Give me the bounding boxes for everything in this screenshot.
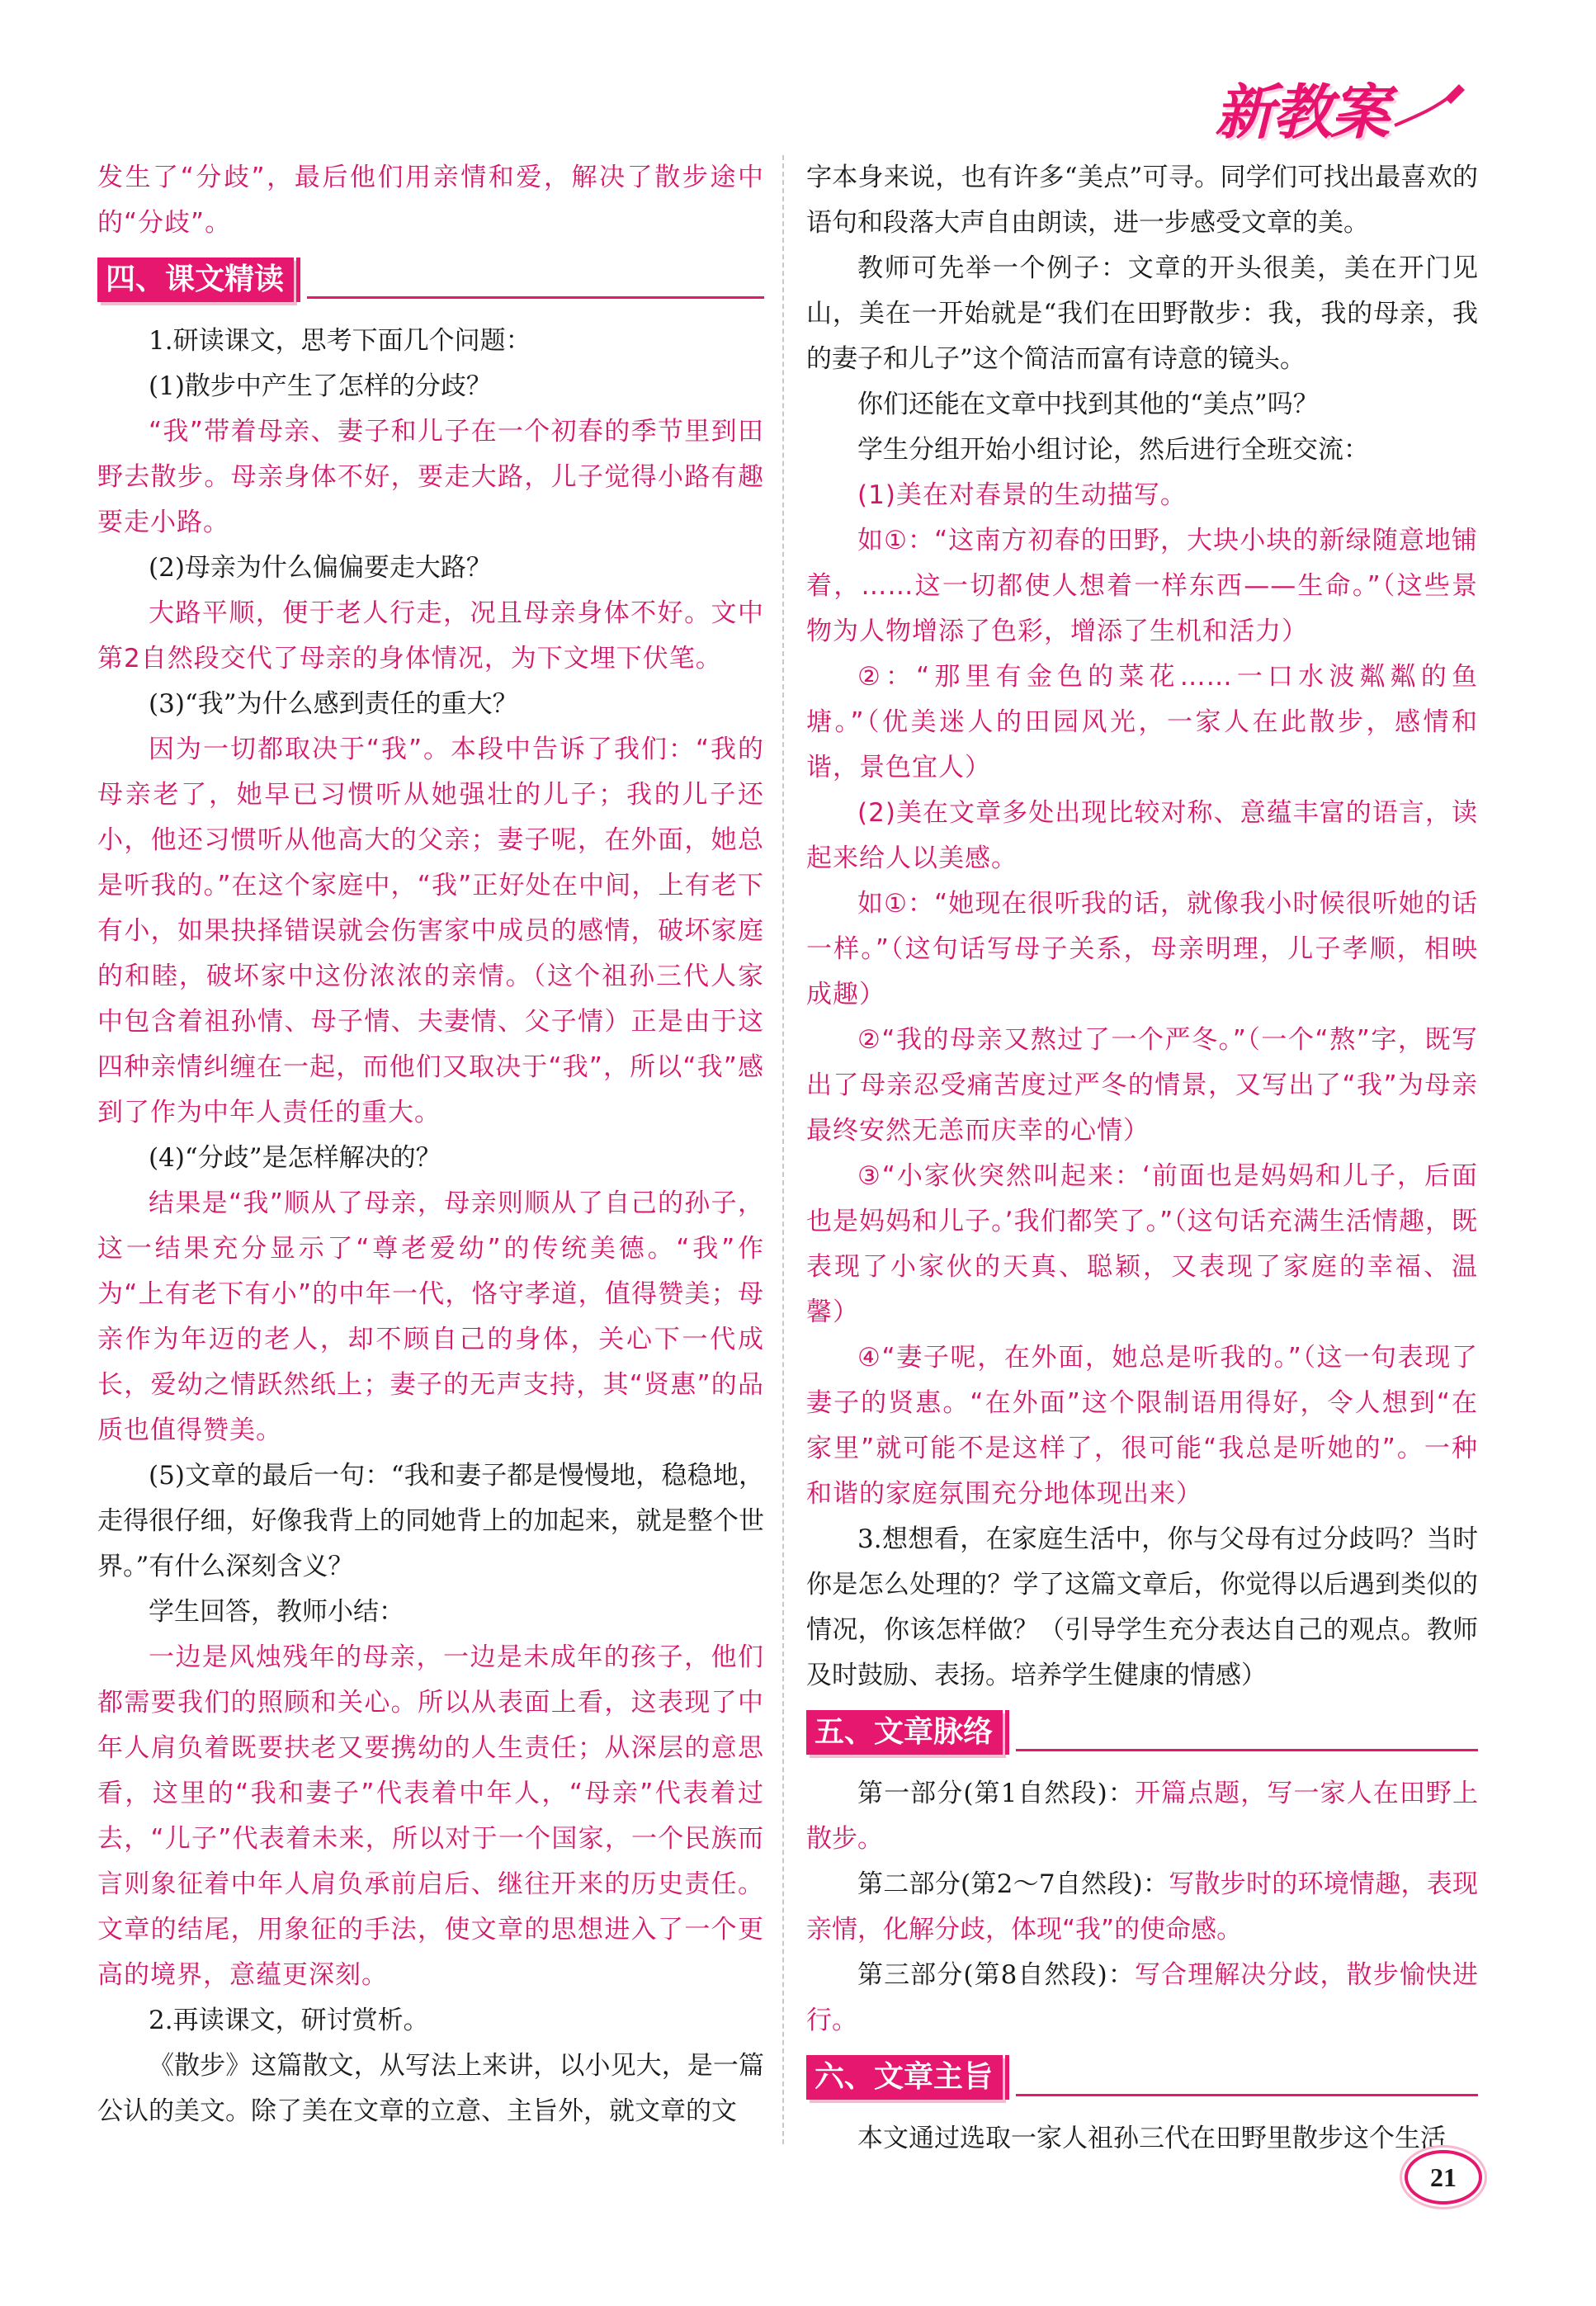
question-3 bbox=[806, 1517, 1478, 1699]
section-5-header bbox=[806, 1710, 1478, 1755]
section-5-rule bbox=[1016, 1749, 1478, 1751]
question-1-3: (3)“我”为什么感到责任的重大？ bbox=[149, 689, 518, 719]
question-1-5-note: 学生回答，教师小结： bbox=[149, 1597, 404, 1627]
answer-1-2: 大路平顺，便于老人行走，况且母亲身体不好。文中第2自然段交代了母亲的身体情况，为下文埋下伏笔。 bbox=[97, 598, 764, 673]
publisher-logo bbox=[1215, 64, 1467, 150]
section-5-title: 五、文章脉络 bbox=[806, 1710, 1003, 1755]
question-1-2: (2)母亲为什么偏偏要走大路？ bbox=[149, 553, 492, 583]
part-1-text: 开篇点题，写一家人在田野上散步。 bbox=[806, 1779, 1478, 1854]
section-6-header bbox=[806, 2055, 1478, 2100]
structure-part-2 bbox=[806, 1862, 1478, 1953]
question-3-guidance: （引导学生充分表达自己的观点。教师及时鼓励、表扬。培养学生健康的情感） bbox=[806, 1615, 1479, 1690]
answer-1-4: 结果是“我”顺从了母亲，母亲则顺从了自己的孙子，这一结果充分显示了“尊老爱幼”的传统美德。“我”作为“上有老下有小”的中年一代，恪守孝道，值得赞美；母亲作为年迈的老人，却不顾自己的身体，关心下一代成长，爱幼之情跃然纸上；妻子的无声支持，其“贤惠”的品质也值得赞美。 bbox=[97, 1188, 764, 1445]
question-2-text-continued: 字本身来说，也有许多“美点”可寻。同学们可找出最喜欢的语句和段落大声自由朗读，进一步感受文章的美。 bbox=[806, 163, 1478, 238]
answer-1-3: 因为一切都取决于“我”。本段中告诉了我们：“我的母亲老了，她早已习惯听从她强壮的儿子；我的儿子还小，他还习惯听从他高大的父亲；妻子呢，在外面，她总是听我的。”在这个家庭中，“我”正好处在中间，上有老下有小，如果抉择错误就会伤害家中成员的感情，破坏家庭的和睦，破坏家中这份浓浓的亲情。（这个祖孙三代人家中包含着祖孙情、母子情、夫妻情、父子情）正是由于这四种亲情纠缠在一起，而他们又取决于“我”，所以“我”感到了作为中年人责任的重大。 bbox=[97, 735, 764, 1127]
question-1-4: (4)“分歧”是怎样解决的？ bbox=[149, 1143, 441, 1173]
teacher-example: 教师可先举一个例子：文章的开头很美，美在开门见山，美在一开始就是“我们在田野散步：我，我的母亲，我的妻子和儿子”这个简洁而富有诗意的镜头。 bbox=[806, 253, 1478, 374]
question-2-text: 《散步》这篇散文，从写法上来讲，以小见大，是一篇公认的美文。除了美在文章的立意、主旨外，就文章的文 bbox=[97, 2051, 764, 2126]
question-1-1: (1)散步中产生了怎样的分歧？ bbox=[149, 371, 492, 401]
logo-text: 新教案 bbox=[1214, 78, 1388, 147]
part-2-label: 第二部分(第2～7自然段)： bbox=[857, 1869, 1169, 1899]
intro-continuation: 发生了“分歧”，最后他们用亲情和爱，解决了散步途中的“分歧”。 bbox=[97, 163, 764, 238]
beauty-point-2-example-2: ②“我的母亲又熬过了一个严冬。”（一个“熬”字，既写出了母亲忍受痛苦度过严冬的情景，又写出了“我”为母亲最终安然无恙而庆幸的心情） bbox=[806, 1025, 1478, 1146]
part-3-text: 写合理解决分歧，散步愉快进行。 bbox=[806, 1960, 1478, 2035]
theme-paragraph: 本文通过选取一家人祖孙三代在田野里散步这个生活 bbox=[857, 2124, 1446, 2153]
page-number: 21 bbox=[1405, 2150, 1482, 2204]
answer-1-1: “我”带着母亲、妻子和儿子在一个初春的季节里到田野去散步。母亲身体不好，要走大路，儿子觉得小路有趣要走小路。 bbox=[97, 417, 764, 537]
section-4-title: 四、课文精读 bbox=[97, 258, 294, 302]
part-1-label: 第一部分(第1自然段)： bbox=[857, 1779, 1135, 1808]
question-1: 1.研读课文，思考下面几个问题： bbox=[149, 326, 531, 356]
pen-swoosh-icon bbox=[1393, 83, 1467, 132]
answer-1-5: 一边是风烛残年的母亲，一边是未成年的孩子，他们都需要我们的照顾和关心。所以从表面上看，这表现了中年人肩负着既要扶老又要携幼的人生责任；从深层的意思看，这里的“我和妻子”代表着中年人，“母亲”代表着过去，“儿子”代表着未来，所以对于一个国家，一个民族而言则象征着中年人肩负承前启后、继往开来的历史责任。文章的结尾，用象征的手法，使文章的思想进入了一个更高的境界，意蕴更深刻。 bbox=[97, 1642, 764, 1990]
structure-part-3 bbox=[806, 1953, 1478, 2044]
group-discussion: 学生分组开始小组讨论，然后进行全班交流： bbox=[857, 435, 1369, 465]
beauty-point-2-example-4: ④“妻子呢，在外面，她总是听我的。”（这一句表现了妻子的贤惠。“在外面”这个限制语用得好，令人想到“在家里”就可能不是这样了，很可能“我总是听她的”。一种和谐的家庭氛围充分地体现出来） bbox=[806, 1343, 1478, 1509]
beauty-point-1: (1)美在对春景的生动描写。 bbox=[857, 480, 1187, 510]
section-6-rule bbox=[1016, 2094, 1478, 2096]
beauty-point-1-example-2: ②：“那里有金色的菜花……一口水波粼粼的鱼塘。”（优美迷人的田园风光，一家人在此散步，感情和谐，景色宜人） bbox=[806, 662, 1478, 782]
beauty-point-2-example-3: ③“小家伙突然叫起来：‘前面也是妈妈和儿子，后面也是妈妈和儿子。’我们都笑了。”（这句话充满生活情趣，既表现了小家伙的天真、聪颖，又表现了家庭的幸福、温馨） bbox=[806, 1161, 1478, 1327]
section-6-title: 六、文章主旨 bbox=[806, 2055, 1003, 2100]
part-3-label: 第三部分(第8自然段)： bbox=[857, 1960, 1135, 1990]
question-3-text: 3.想想看，在家庭生活中，你与父母有过分歧吗？当时你是怎么处理的？学了这篇文章后，你觉得以后遇到类似的情况，你该怎样做？ bbox=[806, 1524, 1478, 1645]
right-column bbox=[806, 155, 1478, 2162]
section-4-rule bbox=[307, 296, 764, 299]
structure-part-1 bbox=[806, 1771, 1478, 1862]
question-2: 2.再读课文，研讨赏析。 bbox=[149, 2006, 429, 2035]
beauty-point-1-example-1: 如①：“这南方初春的田野，大块小块的新绿随意地铺着，……这一切都使人想着一样东西——生命。”（这些景物为人物增添了色彩，增添了生机和活力） bbox=[806, 526, 1478, 646]
column-divider bbox=[782, 155, 784, 2144]
beauty-point-2-example-1: 如①：“她现在很听我的话，就像我小时候很听她的话一样。”（这句话写母子关系，母亲明理，儿子孝顺，相映成趣） bbox=[806, 889, 1478, 1009]
question-1-5: (5)文章的最后一句：“我和妻子都是慢慢地，稳稳地，走得很仔细，好像我背上的同她背上的加起来，就是整个世界。”有什么深刻含义？ bbox=[97, 1461, 764, 1581]
left-column bbox=[97, 155, 764, 2134]
teacher-question: 你们还能在文章中找到其他的“美点”吗？ bbox=[857, 390, 1319, 419]
part-2-text: 写散步时的环境情趣，表现亲情，化解分歧，体现“我”的使命感。 bbox=[806, 1869, 1479, 1945]
section-4-header bbox=[97, 258, 764, 302]
beauty-point-2: (2)美在文章多处出现比较对称、意蕴丰富的语言，读起来给人以美感。 bbox=[806, 798, 1478, 873]
